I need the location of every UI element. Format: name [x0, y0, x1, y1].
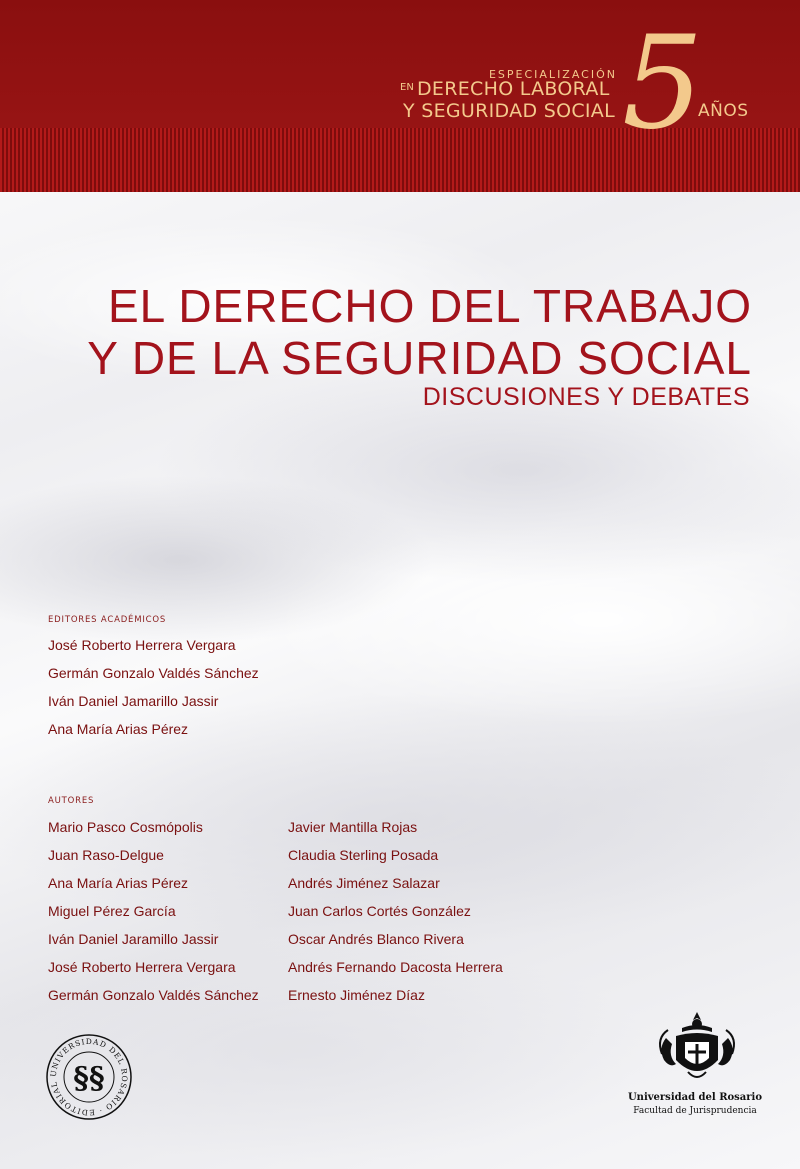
faculty-name: Facultad de Jurisprudencia [633, 1106, 757, 1116]
author-name: Javier Mantilla Rojas [288, 819, 418, 835]
editor-name: Germán Gonzalo Valdés Sánchez [48, 665, 259, 681]
editors-label: EDITORES ACADÉMICOS [48, 615, 167, 625]
svg-text:§§: §§ [73, 1061, 105, 1096]
author-name: Andrés Jiménez Salazar [288, 875, 440, 891]
anniversary-years-label: AÑOS [698, 101, 749, 121]
book-subtitle: DISCUSIONES Y DEBATES [422, 383, 750, 411]
author-name: Miguel Pérez García [48, 903, 176, 919]
editor-name: Ana María Arias Pérez [48, 721, 189, 737]
author-name: Iván Daniel Jaramillo Jassir [48, 931, 219, 947]
author-name: Claudia Sterling Posada [288, 847, 439, 863]
author-name: Andrés Fernando Dacosta Herrera [288, 959, 503, 975]
specialization-label: ESPECIALIZACIÓN [488, 68, 617, 81]
anniversary-number: 5 [622, 9, 704, 158]
editor-name: Iván Daniel Jamarillo Jassir [48, 693, 219, 709]
author-name: Juan Raso-Delgue [48, 847, 164, 863]
specialization-en: EN [400, 82, 414, 93]
book-title-line-1: EL DERECHO DEL TRABAJO [107, 280, 752, 332]
author-name: Germán Gonzalo Valdés Sánchez [48, 987, 259, 1003]
author-name: José Roberto Herrera Vergara [48, 959, 236, 975]
author-name: Ana María Arias Pérez [48, 875, 189, 891]
editorial-seal-icon [44, 1032, 134, 1122]
author-name: Mario Pasco Cosmópolis [48, 819, 203, 835]
author-name: Ernesto Jiménez Díaz [288, 987, 425, 1003]
authors-label: AUTORES [48, 796, 95, 806]
author-name: Juan Carlos Cortés González [288, 903, 471, 919]
author-name: Oscar Andrés Blanco Rivera [288, 931, 464, 947]
university-crest-icon [652, 1008, 742, 1088]
editor-name: José Roberto Herrera Vergara [48, 637, 236, 653]
specialization-line-2: Y SEGURIDAD SOCIAL [403, 100, 615, 122]
specialization-line-1: DERECHO LABORAL [417, 78, 610, 100]
book-title-line-2: Y DE LA SEGURIDAD SOCIAL [87, 332, 752, 384]
seal-text: UNIVERSIDAD DEL ROSARIO · EDITORIAL [48, 1036, 130, 1118]
university-name: Universidad del Rosario [627, 1092, 763, 1103]
